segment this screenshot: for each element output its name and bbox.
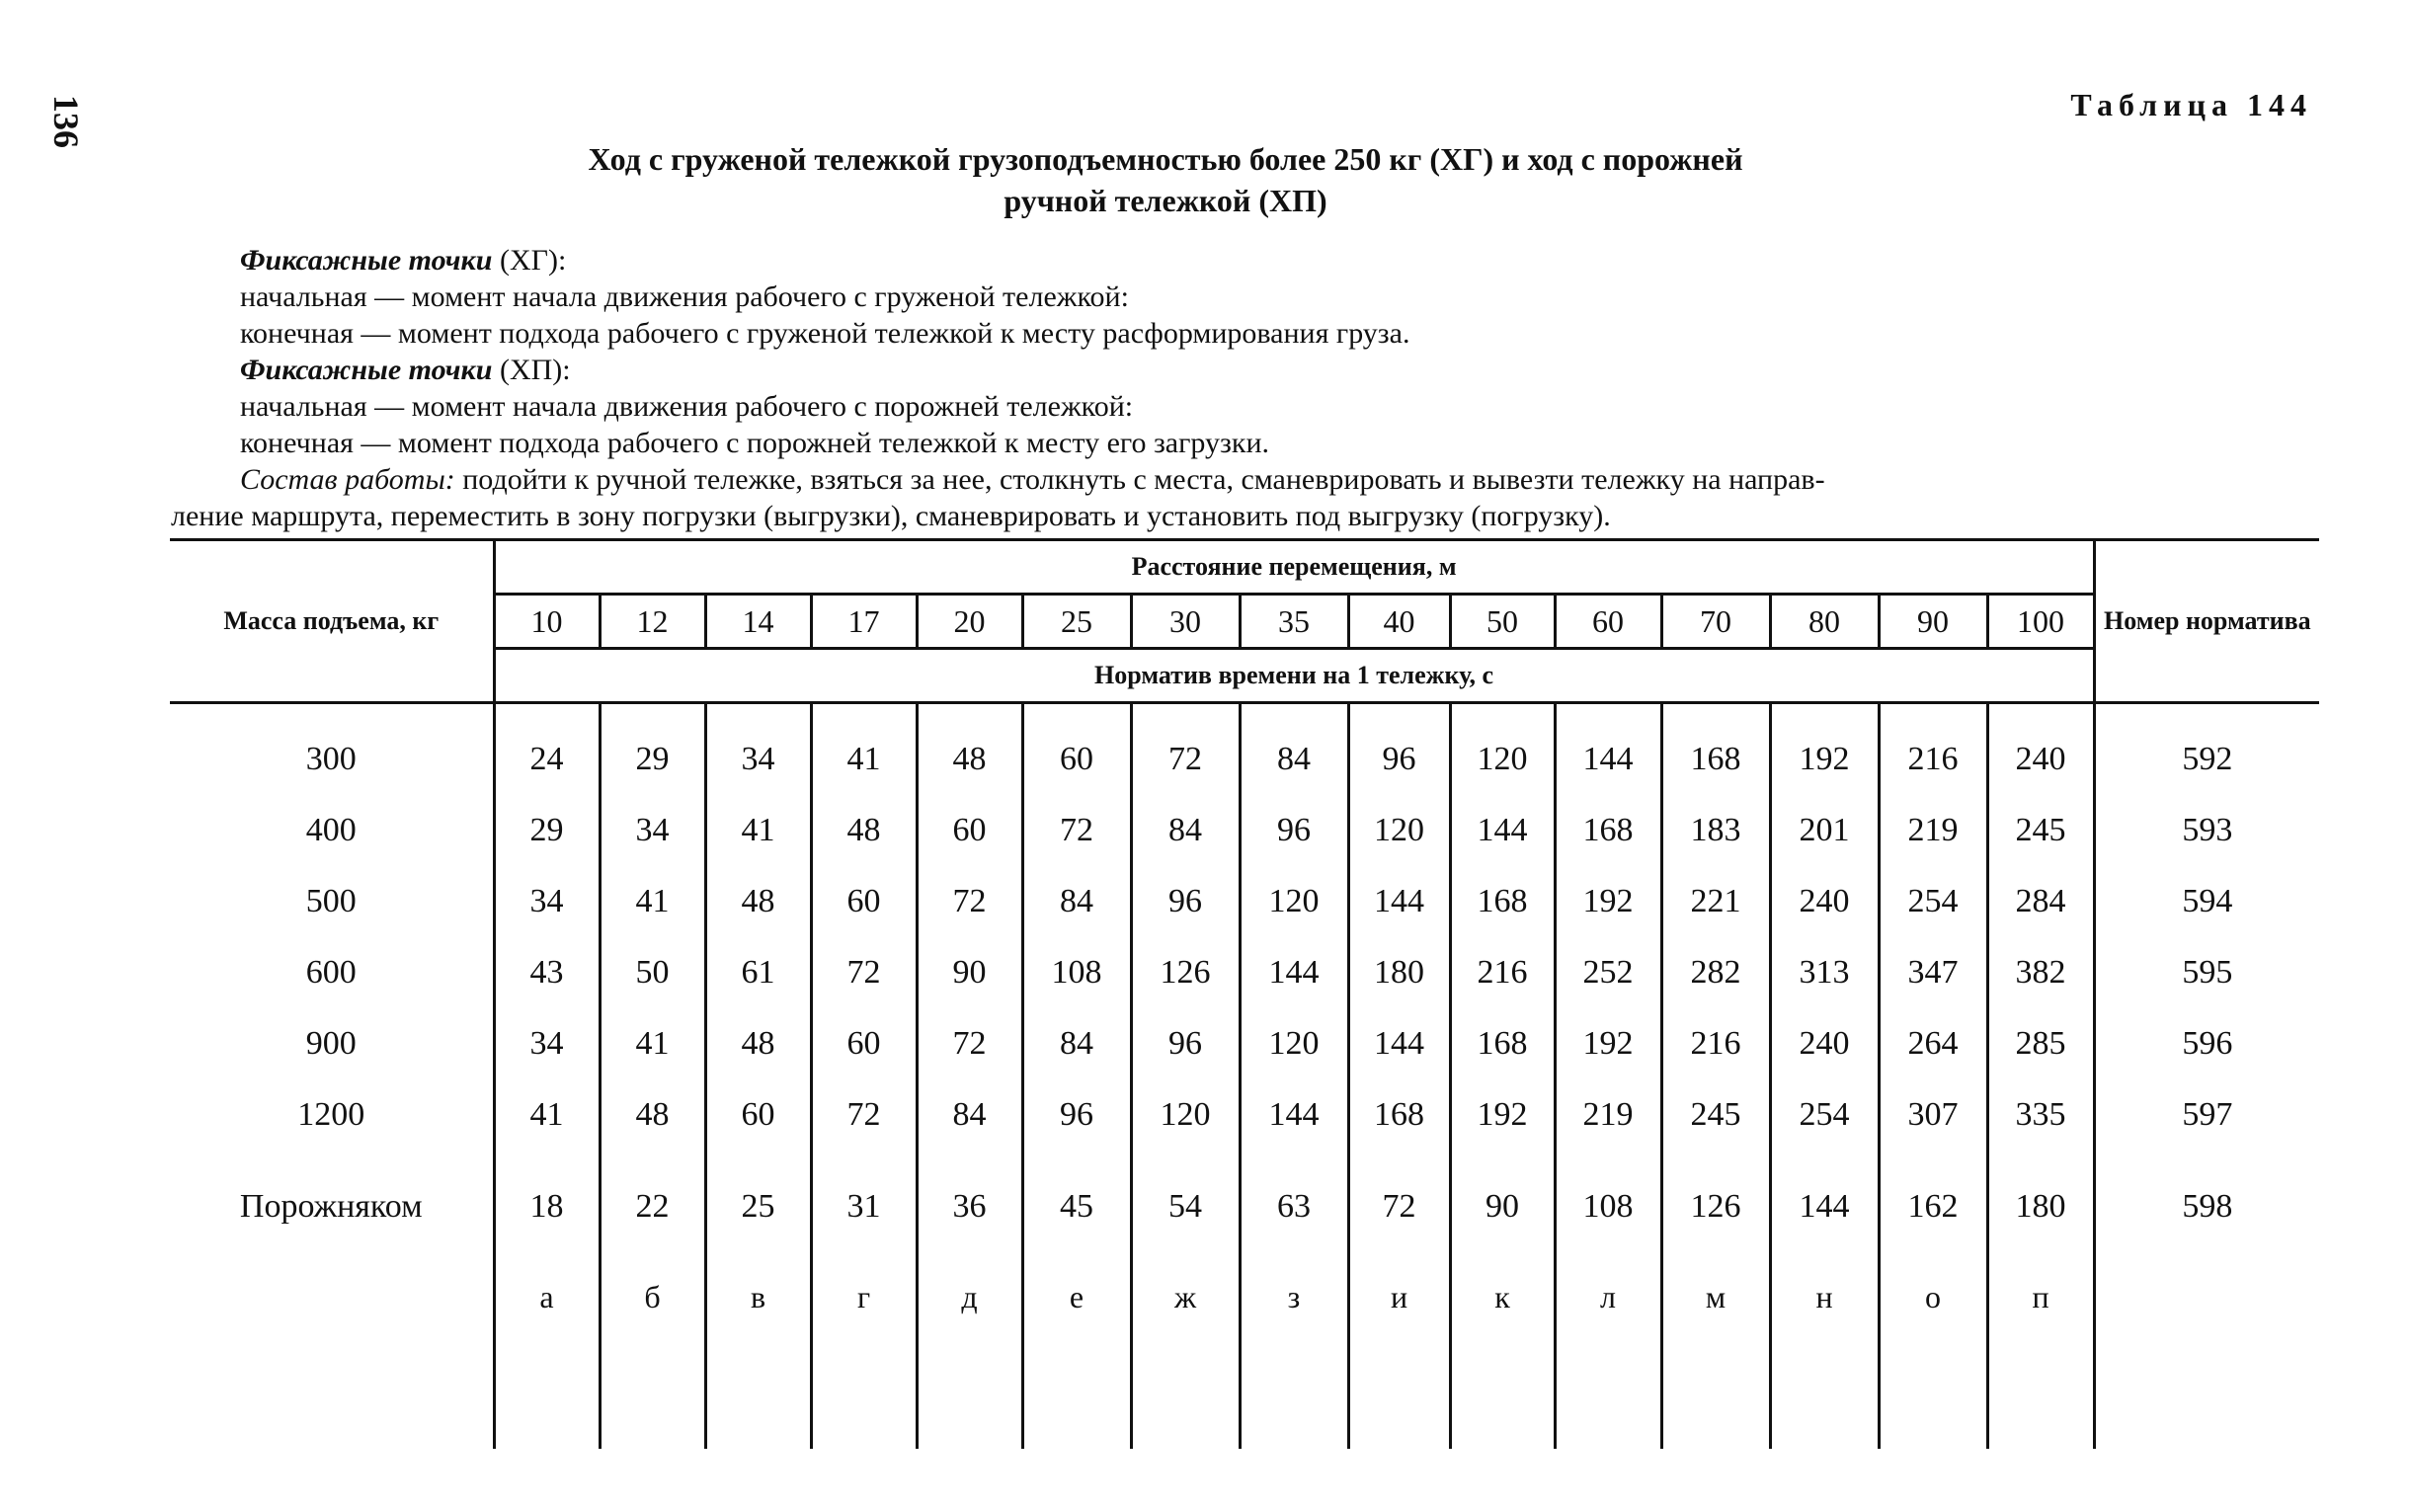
value-cell: 18 (494, 1151, 600, 1263)
table-row (170, 937, 2319, 1008)
value-cell: 96 (1240, 795, 1348, 866)
value-cell: 245 (1661, 1079, 1770, 1151)
value-cell: 162 (1879, 1151, 1987, 1263)
value-cell: 90 (1450, 1151, 1555, 1263)
letters-row (170, 1263, 2319, 1330)
distance-cell: 30 (1131, 595, 1240, 649)
work-text-2: ление маршрута, переместить в зону погрузки (выгрузки), сманеврировать и установить под выгрузку (погрузку). (171, 500, 1611, 532)
fix-hp-suffix: (ХП): (499, 354, 571, 386)
value-cell: 126 (1131, 937, 1240, 1008)
value-cell: 108 (1555, 1151, 1661, 1263)
value-cell: 61 (705, 937, 811, 1008)
value-cell: 48 (917, 703, 1022, 796)
value-cell: 168 (1450, 1008, 1555, 1079)
value-cell: 25 (705, 1151, 811, 1263)
mass-cell: 600 (305, 954, 357, 991)
value-cell: 120 (1131, 1079, 1240, 1151)
column-letter: г (811, 1263, 917, 1330)
value-cell: 347 (1879, 937, 1987, 1008)
mass-cell: Порожняком (239, 1188, 423, 1225)
value-cell: 48 (705, 1008, 811, 1079)
value-cell: 335 (1987, 1079, 2094, 1151)
value-cell: 41 (600, 1008, 705, 1079)
value-cell: 180 (1987, 1151, 2094, 1263)
work-composition (240, 461, 2314, 498)
hg-start: начальная — момент начала движения рабочего с груженой тележкой: (240, 280, 1129, 313)
value-cell: 50 (600, 937, 705, 1008)
value-cell: 219 (1879, 795, 1987, 866)
value-cell: 216 (1661, 1008, 1770, 1079)
norm-table (170, 538, 2319, 1449)
column-letter: в (705, 1263, 811, 1330)
mass-cell: 300 (305, 741, 357, 777)
value-cell: 84 (1240, 703, 1348, 796)
number-cell: 592 (2182, 741, 2233, 777)
value-cell: 144 (1555, 703, 1661, 796)
column-letter: м (1661, 1263, 1770, 1330)
table-header (170, 540, 2319, 703)
value-cell: 84 (1022, 1008, 1131, 1079)
value-cell: 168 (1555, 795, 1661, 866)
number-cell: 595 (2182, 954, 2233, 991)
column-letter: и (1348, 1263, 1450, 1330)
value-cell: 240 (1770, 866, 1879, 937)
fix-points-hp (240, 352, 2314, 388)
value-cell: 34 (494, 1008, 600, 1079)
distance-cell: 90 (1879, 595, 1987, 649)
value-cell: 284 (1987, 866, 2094, 937)
value-cell: 84 (917, 1079, 1022, 1151)
table-body (170, 703, 2319, 1450)
column-letter: л (1555, 1263, 1661, 1330)
value-cell: 31 (811, 1151, 917, 1263)
mass-header: Масса подъема, кг (170, 540, 494, 703)
value-cell: 180 (1348, 937, 1450, 1008)
value-cell: 72 (917, 866, 1022, 937)
distance-cell: 17 (811, 595, 917, 649)
value-cell: 48 (811, 795, 917, 866)
value-cell: 144 (1450, 795, 1555, 866)
number-cell: 597 (2182, 1096, 2233, 1133)
value-cell: 120 (1240, 866, 1348, 937)
table-row (170, 703, 2319, 796)
value-cell: 282 (1661, 937, 1770, 1008)
value-cell: 84 (1022, 866, 1131, 937)
value-cell: 60 (811, 1008, 917, 1079)
value-cell: 90 (917, 937, 1022, 1008)
value-cell: 41 (494, 1079, 600, 1151)
value-cell: 120 (1450, 703, 1555, 796)
distance-cell: 12 (600, 595, 705, 649)
value-cell: 84 (1131, 795, 1240, 866)
value-cell: 264 (1879, 1008, 1987, 1079)
mass-cell: 1200 (297, 1096, 365, 1133)
value-cell: 168 (1450, 866, 1555, 937)
table-row (170, 1079, 2319, 1151)
distance-cell: 70 (1661, 595, 1770, 649)
distance-cell: 60 (1555, 595, 1661, 649)
value-cell: 216 (1450, 937, 1555, 1008)
distance-cell: 100 (1987, 595, 2094, 649)
work-label: Состав работы: (240, 463, 455, 496)
number-cell: 596 (2182, 1025, 2233, 1062)
value-cell: 29 (600, 703, 705, 796)
table-row (170, 1008, 2319, 1079)
value-cell: 192 (1555, 1008, 1661, 1079)
column-letter: а (494, 1263, 600, 1330)
value-cell: 144 (1348, 1008, 1450, 1079)
value-cell: 221 (1661, 866, 1770, 937)
fix-points-hg (240, 242, 2314, 279)
column-letter: ж (1131, 1263, 1240, 1330)
column-letter: б (600, 1263, 705, 1330)
distance-cell: 25 (1022, 595, 1131, 649)
value-cell: 60 (1022, 703, 1131, 796)
page-title (336, 138, 1995, 221)
value-cell: 41 (705, 795, 811, 866)
distance-cell: 14 (705, 595, 811, 649)
value-cell: 72 (1348, 1151, 1450, 1263)
value-cell: 382 (1987, 937, 2094, 1008)
column-letter: о (1879, 1263, 1987, 1330)
column-letter: к (1450, 1263, 1555, 1330)
value-cell: 183 (1661, 795, 1770, 866)
value-cell: 245 (1987, 795, 2094, 866)
table-label: Таблица 144 (2070, 87, 2312, 122)
value-cell: 144 (1240, 1079, 1348, 1151)
value-cell: 192 (1450, 1079, 1555, 1151)
value-cell: 120 (1348, 795, 1450, 866)
value-cell: 60 (811, 866, 917, 937)
number-cell: 593 (2182, 812, 2233, 848)
value-cell: 43 (494, 937, 600, 1008)
table-row (170, 866, 2319, 937)
column-letter: з (1240, 1263, 1348, 1330)
hg-end: конечная — момент подхода рабочего с груженой тележкой к месту расформирования груза. (240, 317, 1410, 350)
value-cell: 36 (917, 1151, 1022, 1263)
time-header: Норматив времени на 1 тележку, с (494, 649, 2094, 703)
fix-hg-suffix: (ХГ): (499, 244, 567, 277)
column-letter: е (1022, 1263, 1131, 1330)
value-cell: 96 (1131, 1008, 1240, 1079)
value-cell: 45 (1022, 1151, 1131, 1263)
value-cell: 168 (1348, 1079, 1450, 1151)
distance-cell: 20 (917, 595, 1022, 649)
value-cell: 285 (1987, 1008, 2094, 1079)
fix-hg-label: Фиксажные точки (240, 244, 493, 277)
page-number: 136 (46, 95, 86, 148)
value-cell: 72 (1131, 703, 1240, 796)
value-cell: 96 (1022, 1079, 1131, 1151)
number-cell: 594 (2182, 883, 2233, 919)
title-line-1: Ход с груженой тележкой грузоподъемностью более 250 кг (ХГ) и ход с порожней (588, 141, 1743, 177)
value-cell: 72 (811, 1079, 917, 1151)
value-cell: 41 (600, 866, 705, 937)
intro-text (171, 242, 2314, 534)
value-cell: 72 (917, 1008, 1022, 1079)
value-cell: 254 (1879, 866, 1987, 937)
value-cell: 192 (1555, 866, 1661, 937)
value-cell: 72 (1022, 795, 1131, 866)
value-cell: 219 (1555, 1079, 1661, 1151)
mass-cell: 900 (305, 1025, 357, 1062)
value-cell: 41 (811, 703, 917, 796)
value-cell: 254 (1770, 1079, 1879, 1151)
distance-cell: 40 (1348, 595, 1450, 649)
value-cell: 240 (1770, 1008, 1879, 1079)
value-cell: 96 (1131, 866, 1240, 937)
value-cell: 144 (1348, 866, 1450, 937)
value-cell: 54 (1131, 1151, 1240, 1263)
mass-cell: 500 (305, 883, 357, 919)
value-cell: 22 (600, 1151, 705, 1263)
value-cell: 108 (1022, 937, 1131, 1008)
value-cell: 168 (1661, 703, 1770, 796)
number-header: Номер норматива (2094, 540, 2319, 703)
value-cell: 24 (494, 703, 600, 796)
value-cell: 60 (917, 795, 1022, 866)
column-letter: д (917, 1263, 1022, 1330)
table-row (170, 795, 2319, 866)
distance-cell: 35 (1240, 595, 1348, 649)
value-cell: 144 (1770, 1151, 1879, 1263)
value-cell: 307 (1879, 1079, 1987, 1151)
value-cell: 144 (1240, 937, 1348, 1008)
value-cell: 72 (811, 937, 917, 1008)
value-cell: 240 (1987, 703, 2094, 796)
number-cell: 598 (2182, 1188, 2233, 1225)
value-cell: 48 (600, 1079, 705, 1151)
column-letter: п (1987, 1263, 2094, 1330)
value-cell: 201 (1770, 795, 1879, 866)
distance-cell: 80 (1770, 595, 1879, 649)
distance-cell: 50 (1450, 595, 1555, 649)
table-tail (170, 1330, 2319, 1449)
value-cell: 60 (705, 1079, 811, 1151)
column-letter: н (1770, 1263, 1879, 1330)
value-cell: 96 (1348, 703, 1450, 796)
mass-cell: 400 (305, 812, 357, 848)
title-line-2: ручной тележкой (ХП) (1004, 183, 1327, 218)
distance-cell: 10 (494, 595, 600, 649)
table-row (170, 1151, 2319, 1263)
hp-end: конечная — момент подхода рабочего с порожней тележкой к месту его загрузки. (240, 427, 1270, 459)
value-cell: 252 (1555, 937, 1661, 1008)
distance-header: Расстояние перемещения, м (494, 540, 2094, 595)
value-cell: 29 (494, 795, 600, 866)
value-cell: 34 (705, 703, 811, 796)
fix-hp-label: Фиксажные точки (240, 354, 493, 386)
value-cell: 48 (705, 866, 811, 937)
value-cell: 216 (1879, 703, 1987, 796)
value-cell: 313 (1770, 937, 1879, 1008)
value-cell: 34 (494, 866, 600, 937)
value-cell: 192 (1770, 703, 1879, 796)
value-cell: 126 (1661, 1151, 1770, 1263)
hp-start: начальная — момент начала движения рабочего с порожней тележкой: (240, 390, 1134, 423)
work-text-1: подойти к ручной тележке, взяться за нее, столкнуть с места, сманеврировать и вывезти тележку на направ- (462, 463, 1825, 496)
value-cell: 120 (1240, 1008, 1348, 1079)
value-cell: 34 (600, 795, 705, 866)
value-cell: 63 (1240, 1151, 1348, 1263)
